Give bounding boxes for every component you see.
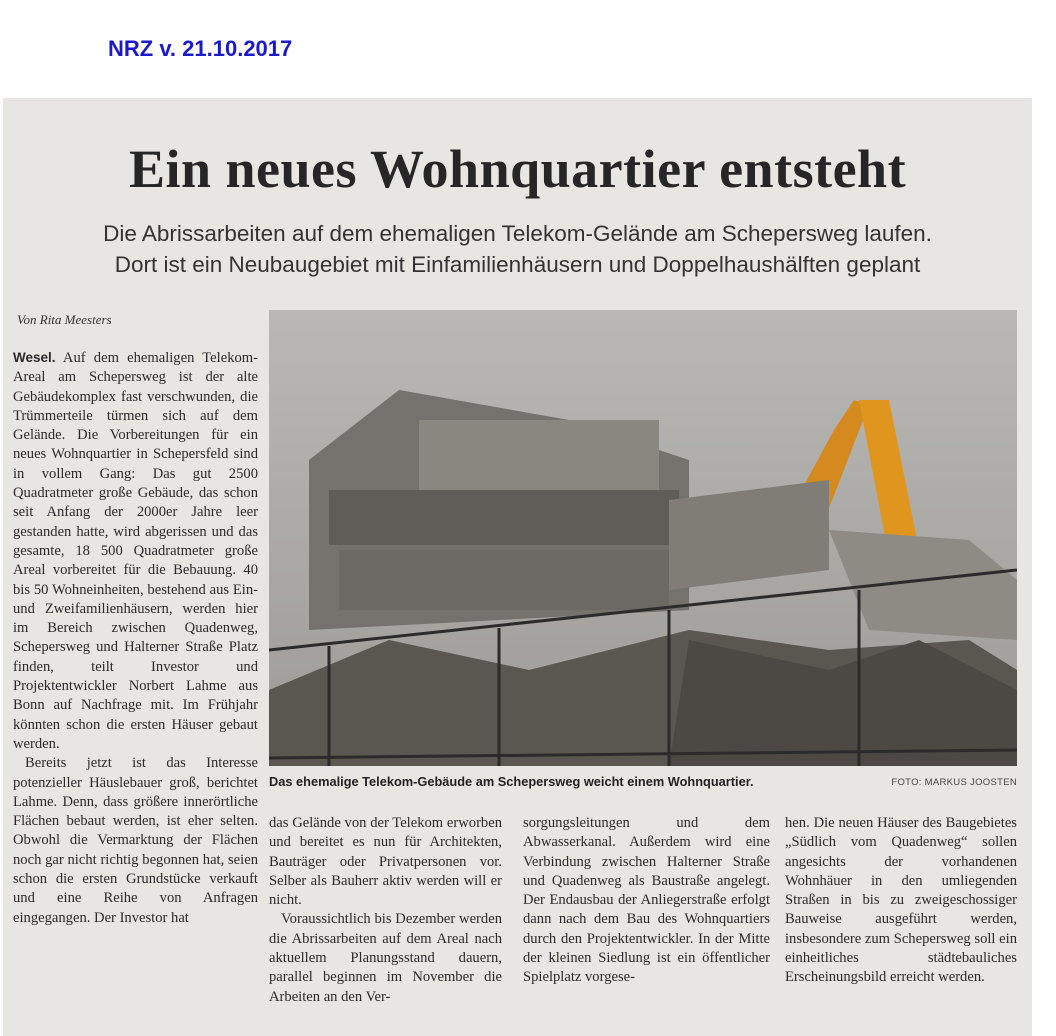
paragraph-6: hen. Die neuen Häuser des Baugebietes „Südlich vom Quadenweg“ sollen angesichts der vorhandenen Wohnhäuer in den umliegenden Straßen in bis zu zweigeschossiger Bauweise ausgeführt werden, insbesondere zum Schepersweg soll ein einheitliches städtebauliches Erscheinungsbild erreicht werden.: [785, 815, 1017, 986]
article-headline: Ein neues Wohnquartier entsteht: [128, 139, 907, 199]
paragraph-2: Bereits jetzt ist das Interesse potenzieller Häuslebauer groß, berichtet Lahme. Denn, dass größere innerörtliche Flächen bebaut werden, ist eher selten. Obwohl die Vermarktung der Flächen noch gar nicht richtig begonnen hat, seien schon die ersten Grundstücke verkauft und eine Reihe von Anfragen eingegangen. Der Investor hat: [13, 755, 258, 926]
photo-credit: FOTO: MARKUS JOOSTEN: [891, 777, 1017, 788]
article-subheadline: [3, 218, 1032, 280]
paragraph-4: Voraussichtlich bis Dezember werden die Abrissarbeiten auf dem Areal nach aktuellem Planungsstand dauern, parallel beginnen im November die Arbeiten an den Ver-: [269, 911, 502, 1005]
paragraph-5: sorgungsleitungen und dem Abwasserkanal. Außerdem wird eine Verbindung zwischen Halterner Straße und Quadenweg als Baustraße angelegt. Der Endausbau der Anliegerstraße erfolgt dann nach dem Bau des Wohnquartiers durch den Projektentwickler. In der Mitte der kleinen Siedlung ist ein öffentlicher Spielplatz vorgese-: [523, 815, 770, 986]
paragraph-3: das Gelände von der Telekom erworben und bereitet es nun für Architekten, Bauträger oder Privatpersonen vor. Selber als Bauherr aktiv werden will er nicht.: [269, 815, 502, 909]
article-column-1: [13, 348, 258, 1028]
photo-caption: Das ehemalige Telekom-Gebäude am Schepersweg weicht einem Wohnquartier.: [269, 774, 754, 789]
dateline: Wesel.: [13, 350, 56, 365]
newspaper-clipping: [3, 98, 1032, 1036]
demolition-photo-illustration: [269, 310, 1017, 766]
article-column-2: [269, 814, 502, 1028]
paragraph-1-text: Auf dem ehemaligen Telekom-Areal am Schepersweg ist der alte Gebäudekomplex fast verschwunden, die Trümmerteile türmen sich auf dem Gelände. Die Vorbereitungen für ein neues Wohnquartier in Schepersfeld sind in vollem Gang: Das gut 2500 Quadratmeter große Gebäude, das schon seit Anfang der 2000er Jahre leer gestanden hatte, wird abgerissen und das gesamte, 18 500 Quadratmeter große Areal vorbereitet für die Bebauung. 40 bis 50 Wohneinheiten, bestehend aus Ein- und Zweifamilienhäusern, werden hier im Bereich zwischen Quadenweg, Schepersweg und Halterner Straße Platz finden, teilt Investor und Projektentwickler Norbert Lahme aus Bonn auf Nachfrage mit. Im Frühjahr könnten schon die ersten Häuser gebaut werden.: [13, 350, 258, 752]
article-column-4: [785, 814, 1017, 1028]
article-photo: [269, 310, 1017, 766]
subheadline-line-2: Dort ist ein Neubaugebiet mit Einfamilienhäusern und Doppelhaushälften geplant: [114, 252, 921, 277]
paragraph-1: [13, 348, 258, 754]
article-column-3: [523, 814, 770, 1028]
subheadline-line-1: Die Abrissarbeiten auf dem ehemaligen Telekom-Gelände am Schepersweg laufen.: [103, 221, 932, 246]
article-byline: Von Rita Meesters: [17, 312, 112, 327]
source-date-label: NRZ v. 21.10.2017: [108, 36, 293, 61]
